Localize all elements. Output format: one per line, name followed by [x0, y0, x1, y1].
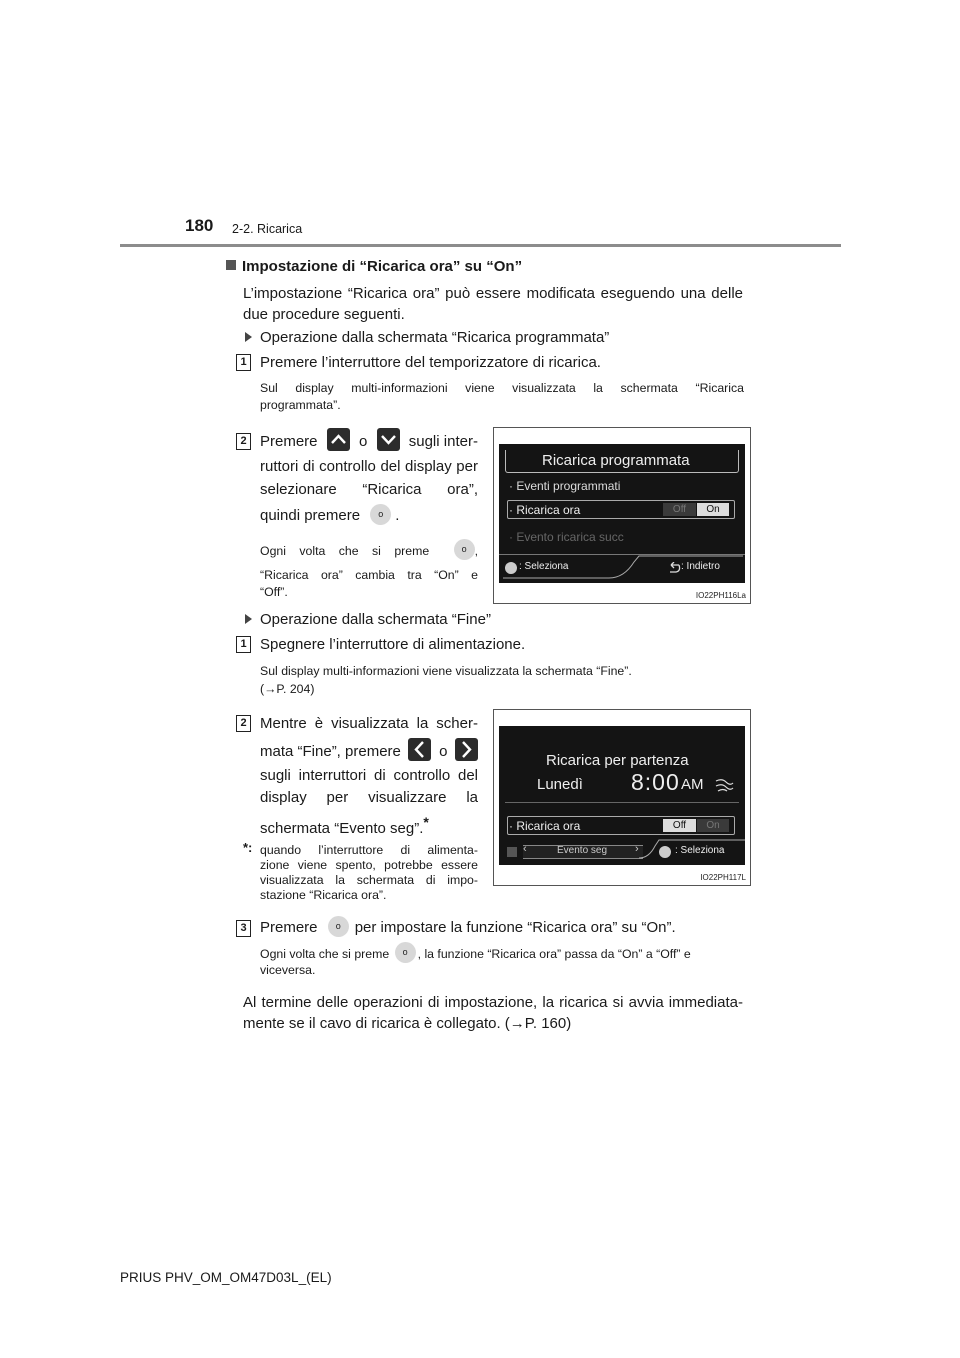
time-value: 8:00	[631, 769, 680, 795]
select-knob-icon	[659, 846, 671, 858]
chevron-down-icon	[377, 428, 400, 451]
multi-info-display	[499, 726, 745, 865]
chevron-right-icon: ›	[635, 843, 639, 855]
select-hint: : Seleziona	[675, 845, 725, 856]
step-note: Ogni volta che si preme o , la funzione “Ricarica ora” passa da “On” a “Off” e	[260, 944, 744, 965]
figure-code: IO22PH116La	[695, 591, 746, 600]
menu-item-selected: · Ricarica ora	[509, 819, 581, 833]
chevron-up-icon	[327, 428, 350, 451]
intro-line-1: L’impostazione “Ricarica ora” può essere modificata eseguendo una delle	[243, 285, 743, 302]
section-title: 2-2. Ricarica	[232, 222, 303, 236]
ok-button-icon: o	[370, 504, 391, 525]
menu-item-selected: · Ricarica ora	[509, 503, 581, 517]
display-screenshot-2	[493, 709, 751, 886]
event-next-label: Evento seg	[557, 845, 608, 856]
step-number: 2	[236, 715, 251, 732]
step-note: (→P. 204)	[260, 682, 315, 696]
step-note: Sul display multi-informazioni viene visualizzata la schermata “Fine”.	[260, 664, 632, 678]
step-text: Premere o per impostare la funzione “Ricarica ora” su “On”.	[260, 917, 676, 939]
select-knob-icon	[505, 562, 517, 574]
step-text: Mentre è visualizzata la scher-	[260, 715, 478, 732]
chevron-right-icon	[455, 738, 478, 761]
step-text: Premere l’interruttore del temporizzatore di ricarica.	[260, 354, 601, 371]
chevron-left-icon: ‹	[523, 843, 527, 855]
step-text: schermata “Evento seg”.*	[260, 814, 429, 837]
step-note: Ogni volta che si preme o ,	[260, 541, 478, 562]
closing-line-2: mente se il cavo di ricarica è collegato. (→P. 160)	[243, 1015, 572, 1032]
display-screenshot-1	[493, 427, 751, 604]
section-heading: Impostazione di “Ricarica ora” su “On”	[226, 256, 522, 277]
square-icon	[507, 847, 517, 857]
menu-item: · Evento ricarica succ	[509, 530, 624, 544]
off-option: Off	[663, 819, 696, 832]
step-text: selezionare “Ricarica ora”,	[260, 481, 478, 498]
footnote: quando l’interruttore di alimenta- zione viene spento, potrebbe essere visualizzata la schermata di impo- stazione “Ricarica ora”.	[260, 843, 478, 902]
screen-title: Ricarica programmata	[542, 452, 690, 469]
triangle-arrow-icon	[245, 332, 252, 342]
footnote-marker: *	[423, 814, 429, 830]
select-hint: : Seleziona	[519, 561, 569, 572]
step-text: display per visualizzare la	[260, 789, 478, 806]
header-rule	[120, 244, 841, 247]
step-text: sugli interruttori di controllo del	[260, 767, 478, 784]
step-note: viceversa.	[260, 963, 316, 977]
figure-code: IO22PH117L	[700, 873, 746, 882]
step-number: 1	[236, 636, 251, 653]
step-note: programmata”.	[260, 398, 341, 412]
step-text: quindi premere o .	[260, 505, 399, 527]
step-number: 1	[236, 354, 251, 371]
footer-document-code: PRIUS PHV_OM_OM47D03L_(EL)	[120, 1270, 332, 1285]
closing-line-1: Al termine delle operazioni di impostazione, la ricarica si avvia immediata-	[243, 994, 743, 1011]
back-arrow-icon	[667, 562, 681, 574]
intro-line-2: due procedure seguenti.	[243, 306, 405, 323]
on-option: On	[697, 819, 729, 832]
triangle-arrow-icon	[245, 614, 252, 624]
step-number: 2	[236, 433, 251, 450]
multi-info-display	[499, 444, 745, 583]
day-label: Lunedì	[537, 776, 583, 793]
procedure-1-title: Operazione dalla schermata “Ricarica programmata”	[243, 327, 609, 348]
step-note: Sul display multi-informazioni viene visualizzata la schermata “Ricarica	[260, 381, 744, 395]
step-text: ruttori di controllo del display per	[260, 458, 478, 475]
ok-button-icon: o	[395, 942, 416, 963]
procedure-2-title: Operazione dalla schermata “Fine”	[243, 609, 491, 630]
screen-title: Ricarica per partenza	[546, 752, 689, 769]
step-text: mata “Fine”, premere o	[260, 738, 478, 764]
step-number: 3	[236, 920, 251, 937]
ok-button-icon: o	[328, 916, 349, 937]
step-text: Premere o sugli inter-	[260, 429, 478, 453]
ampm-label: AM	[681, 776, 704, 793]
air-conditioning-icon	[714, 776, 734, 794]
menu-item: · Eventi programmati	[509, 479, 621, 493]
step-note: “Ricarica ora” cambia tra “On” e	[260, 568, 478, 582]
step-text: Spegnere l’interruttore di alimentazione.	[260, 636, 526, 653]
page-number: 180	[185, 216, 214, 235]
on-option: On	[697, 503, 729, 516]
off-option: Off	[663, 503, 696, 516]
ok-button-icon: o	[454, 539, 475, 560]
back-hint: : Indietro	[681, 561, 720, 572]
step-note: “Off”.	[260, 585, 288, 599]
square-bullet-icon	[226, 260, 236, 270]
chevron-left-icon	[408, 738, 431, 761]
footnote-mark: *:	[243, 840, 253, 855]
